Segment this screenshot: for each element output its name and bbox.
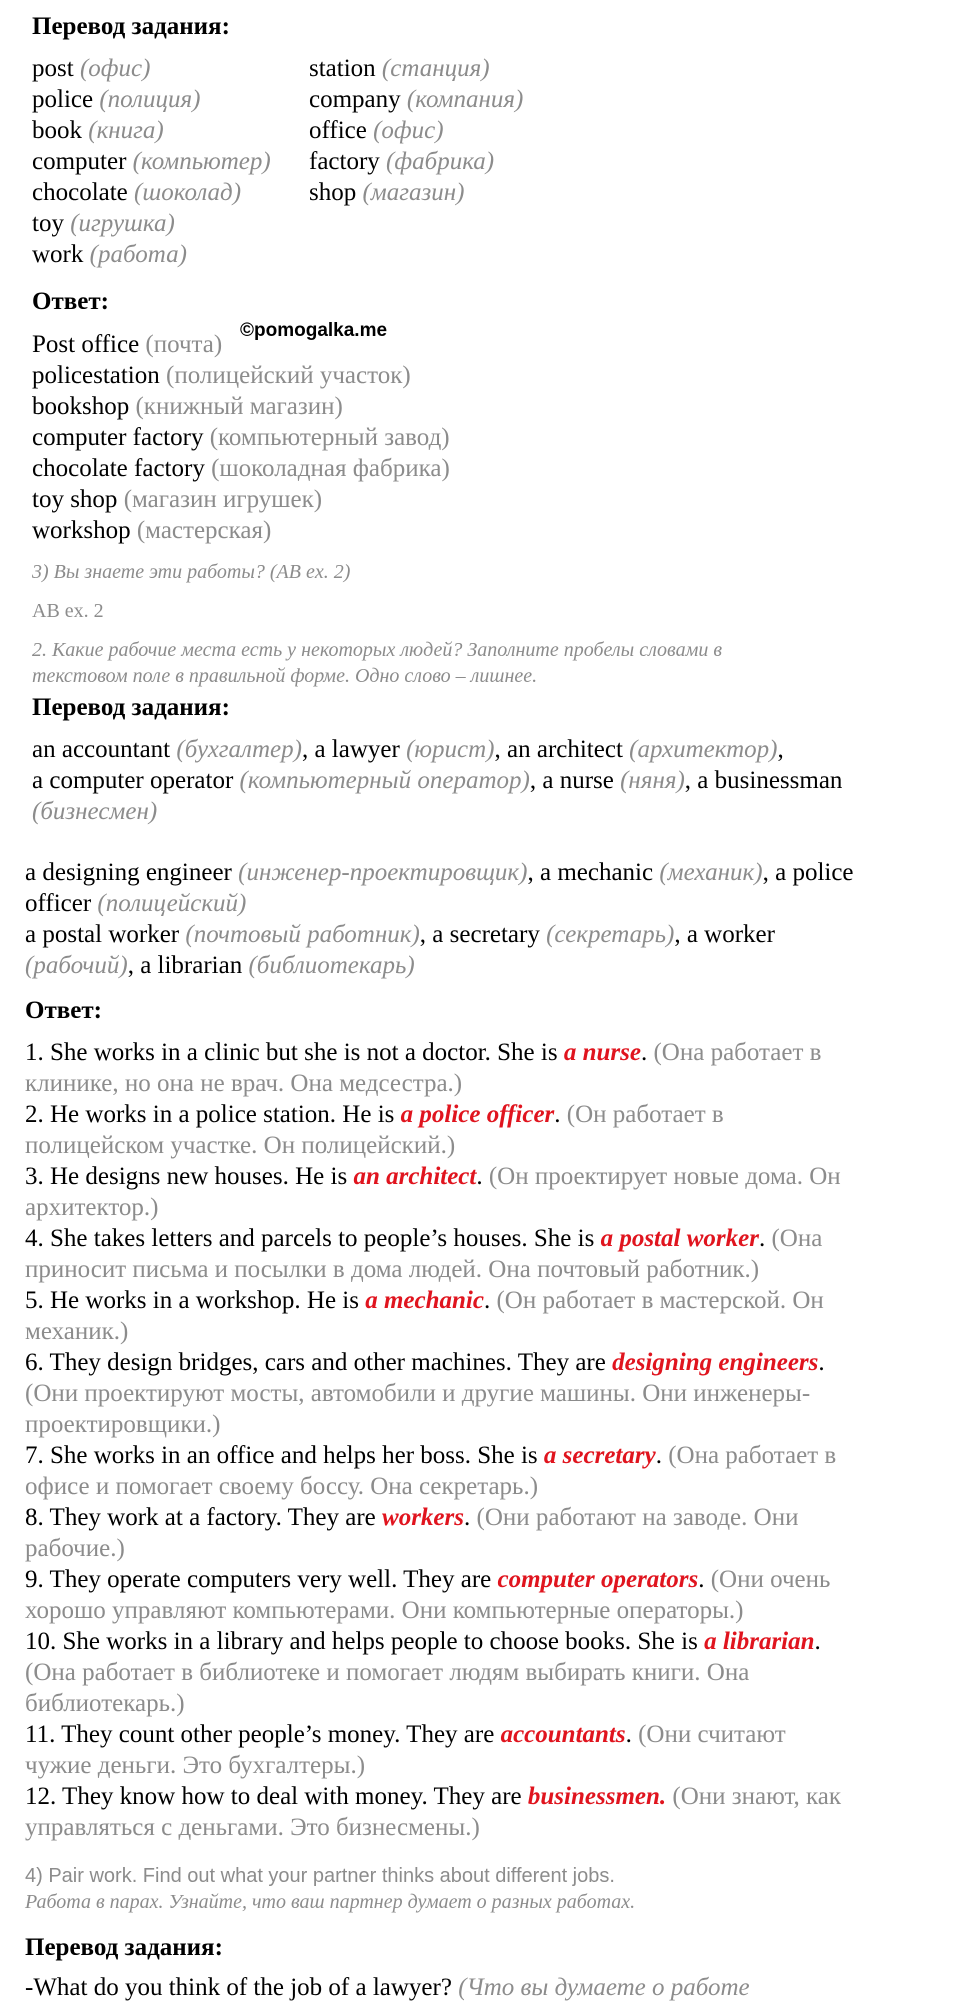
answer-line: 9. They operate computers very well. They are computer operators. (Они очень	[25, 1566, 831, 1593]
answer-line: архитектор.)	[25, 1194, 159, 1221]
answer-line: 1. She works in a clinic but she is not a doctor. She is a nurse. (Она работает в	[25, 1039, 822, 1066]
answer-item: chocolate factory (шоколадная фабрика)	[32, 455, 450, 482]
answer-item: policestation (полицейский участок)	[32, 362, 411, 389]
answer-item: Post office (почта)	[32, 331, 223, 358]
task-instruction: текстовом поле в правильной форме. Одно слово – лишнее.	[32, 665, 538, 687]
translation-line: a designing engineer (инженер-проектировщик), a mechanic (механик), a police	[25, 859, 854, 886]
word-item: work (работа)	[32, 241, 187, 268]
answer-line: полицейском участке. Он полицейский.)	[25, 1132, 456, 1159]
section-heading: Перевод задания:	[32, 13, 230, 40]
word-item: station (станция)	[309, 55, 490, 82]
word-item: factory (фабрика)	[309, 148, 495, 175]
answer-line: 8. They work at a factory. They are workers. (Они работают на заводе. Они	[25, 1504, 799, 1531]
task-title: 4) Pair work. Find out what your partner thinks about different jobs.	[25, 1865, 615, 1887]
answer-item: workshop (мастерская)	[32, 517, 272, 544]
answer-item: computer factory (компьютерный завод)	[32, 424, 450, 451]
translation-line: (рабочий), a librarian (библиотекарь)	[25, 952, 415, 979]
answer-line: чужие деньги. Это бухгалтеры.)	[25, 1752, 366, 1779]
answer-line: 10. She works in a library and helps people to choose books. She is a librarian.	[25, 1628, 821, 1655]
answer-line: приносит письма и посылки в дома людей. Она почтовый работник.)	[25, 1256, 760, 1283]
task-reference: AB ex. 2	[32, 600, 104, 622]
answer-heading: Ответ:	[25, 997, 102, 1024]
answer-line: 6. They design bridges, cars and other machines. They are designing engineers.	[25, 1349, 825, 1376]
answer-line: проектировщики.)	[25, 1411, 221, 1438]
answer-line: управляться с деньгами. Это бизнесмены.)	[25, 1814, 480, 1841]
answer-line: офисе и помогает своему боссу. Она секретарь.)	[25, 1473, 539, 1500]
watermark: ©pomogalka.me	[240, 320, 388, 341]
word-item: chocolate (шоколад)	[32, 179, 242, 206]
word-item: office (офис)	[309, 117, 444, 144]
answer-line: 12. They know how to deal with money. They are businessmen. (Они знают, как	[25, 1783, 842, 1810]
answer-item: bookshop (книжный магазин)	[32, 393, 343, 420]
answer-line: 5. He works in a workshop. He is a mechanic. (Он работает в мастерской. Он	[25, 1287, 824, 1314]
translation-line: a postal worker (почтовый работник), a secretary (секретарь), a worker	[25, 921, 775, 948]
answer-line: клинике, но она не врач. Она медсестра.)	[25, 1070, 463, 1097]
section-heading: Перевод задания:	[25, 1934, 223, 1961]
answer-line: 11. They count other people’s money. They are accountants. (Они считают	[25, 1721, 786, 1748]
answer-line: 4. She takes letters and parcels to people’s houses. She is a postal worker. (Она	[25, 1225, 823, 1252]
word-item: police (полиция)	[32, 86, 201, 113]
section-heading: Перевод задания:	[32, 694, 230, 721]
dialogue-line: -What do you think of the job of a lawyer? (Что вы думаете о работе	[25, 1974, 750, 2001]
answer-line: библиотекарь.)	[25, 1690, 185, 1717]
translation-line: an accountant (бухгалтер), a lawyer (юрист), an architect (архитектор),	[32, 736, 784, 763]
answer-line: 3. He designs new houses. He is an architect. (Он проектирует новые дома. Он	[25, 1163, 841, 1190]
answer-line: (Она работает в библиотеке и помогает людям выбирать книги. Она	[25, 1659, 750, 1686]
task-instruction: 2. Какие рабочие места есть у некоторых людей? Заполните пробелы словами в	[32, 639, 723, 661]
translation-line: a computer operator (компьютерный оператор), a nurse (няня), a businessman	[32, 767, 843, 794]
answer-line: хорошо управляют компьютерами. Они компьютерные операторы.)	[25, 1597, 744, 1624]
word-item: post (офис)	[32, 55, 151, 82]
translation-line: officer (полицейский)	[25, 890, 247, 917]
task-instruction: Работа в парах. Узнайте, что ваш партнер думает о разных работах.	[25, 1891, 636, 1913]
answer-heading: Ответ:	[32, 288, 109, 315]
task-title: 3) Вы знаете эти работы? (AB ex. 2)	[32, 561, 351, 583]
answer-line: (Они проектируют мосты, автомобили и другие машины. Они инженеры-	[25, 1380, 811, 1407]
word-item: company (компания)	[309, 86, 524, 113]
answer-line: 7. She works in an office and helps her boss. She is a secretary. (Она работает в	[25, 1442, 837, 1469]
word-item: book (книга)	[32, 117, 164, 144]
word-item: toy (игрушка)	[32, 210, 175, 237]
answer-line: 2. He works in a police station. He is a police officer. (Он работает в	[25, 1101, 724, 1128]
answer-item: toy shop (магазин игрушек)	[32, 486, 323, 513]
word-item: computer (компьютер)	[32, 148, 271, 175]
word-item: shop (магазин)	[309, 179, 465, 206]
translation-line: (бизнесмен)	[32, 798, 158, 825]
answer-line: механик.)	[25, 1318, 129, 1345]
answer-line: рабочие.)	[25, 1535, 125, 1562]
